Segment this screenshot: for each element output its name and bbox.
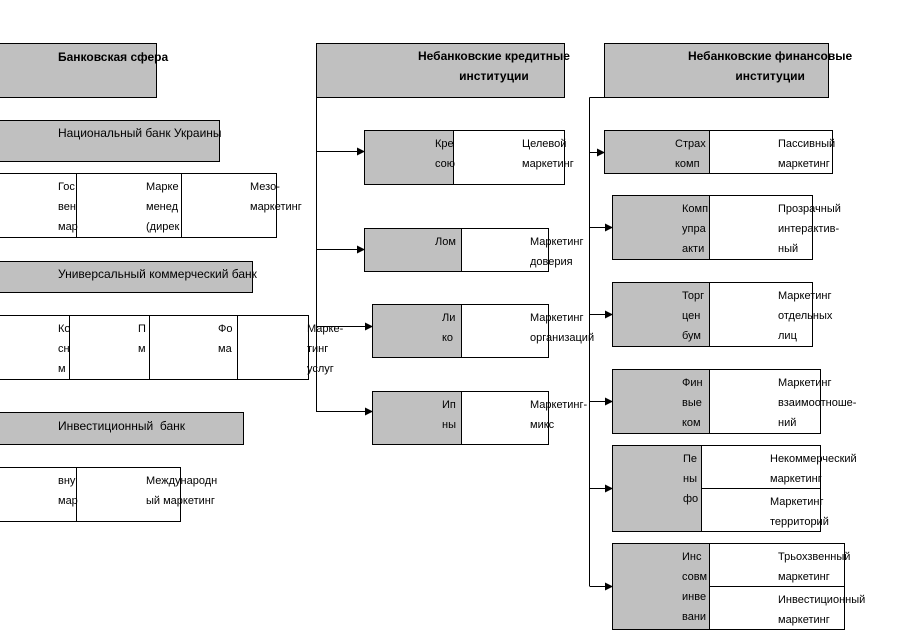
financial-item-0-left-label: Страх комп — [675, 138, 706, 170]
financial-item-5-left-label: Инс совм инве вани — [682, 551, 708, 623]
credit-item-3-left-label: Ип ны — [442, 399, 456, 431]
investment-item-0-label: вну мар — [58, 475, 78, 507]
financial-item-4-right-0-label: Некоммерческий маркетинг — [770, 453, 857, 485]
nbu-item-1-label: Марке менед (дирек — [146, 181, 180, 233]
financial-item-5-right-1-label: Инвестиционный маркетинг — [778, 594, 866, 626]
bank-sphere-title: Банковская сфера — [58, 50, 169, 64]
nbu-title: Национальный банк Украины — [58, 126, 222, 140]
financial-item-4-left-label: Пе ны фо — [683, 453, 699, 505]
universal-item-3 — [237, 315, 309, 380]
financial-header-title: Небанковские финансовые институции — [688, 49, 853, 83]
financial-item-5-right-0-label: Трьохзвенный маркетинг — [778, 551, 851, 583]
nbu-item-0-label: Гос вен мар — [58, 181, 78, 233]
credit-item-1-left-label: Лом — [435, 236, 456, 248]
financial-item-3-left-label: Фин вые ком — [682, 377, 703, 429]
credit-item-2-right-label: Маркетинг организаций — [530, 312, 595, 344]
financial-item-1-left-label: Комп упра акти — [682, 203, 709, 255]
financial-item-1-right-label: Прозрачный интерактив- ный — [778, 203, 841, 255]
financial-item-4-right-1-label: Маркетинг территорий — [770, 496, 829, 528]
financial-item-2-right-label: Маркетинг отдельных лиц — [778, 290, 833, 342]
credit-item-1-right-label: Маркетинг доверия — [530, 236, 584, 268]
credit-header-title: Небанковские кредитные институции — [418, 49, 570, 83]
credit-item-0-left-label: Кре сою — [435, 138, 455, 170]
nbu-item-2-label: Мезо- маркетинг — [250, 181, 302, 213]
universal-item-2-label: Фо ма — [218, 323, 233, 355]
financial-item-0-right-label: Пассивный маркетинг — [778, 138, 836, 170]
credit-item-2-left-label: Ли ко — [442, 312, 456, 344]
credit-item-3-right-label: Маркетинг- микс — [530, 399, 588, 431]
universal-bank-title: Универсальный коммерческий банк — [58, 267, 257, 281]
credit-item-0-right-label: Целевой маркетинг — [522, 138, 574, 170]
universal-item-1-label: П м — [138, 323, 146, 355]
universal-item-3-label: Марке- тинг услуг — [307, 323, 344, 375]
financial-item-3-right-label: Маркетинг взаимоотноше- ний — [778, 377, 857, 429]
investment-bank-title: Инвестиционный банк — [58, 419, 186, 433]
universal-item-0-label: Ко сн м — [58, 323, 71, 375]
investment-item-1-label: Международн ый маркетинг — [146, 475, 218, 507]
financial-item-2-left-label: Торг цен бум — [682, 290, 705, 342]
